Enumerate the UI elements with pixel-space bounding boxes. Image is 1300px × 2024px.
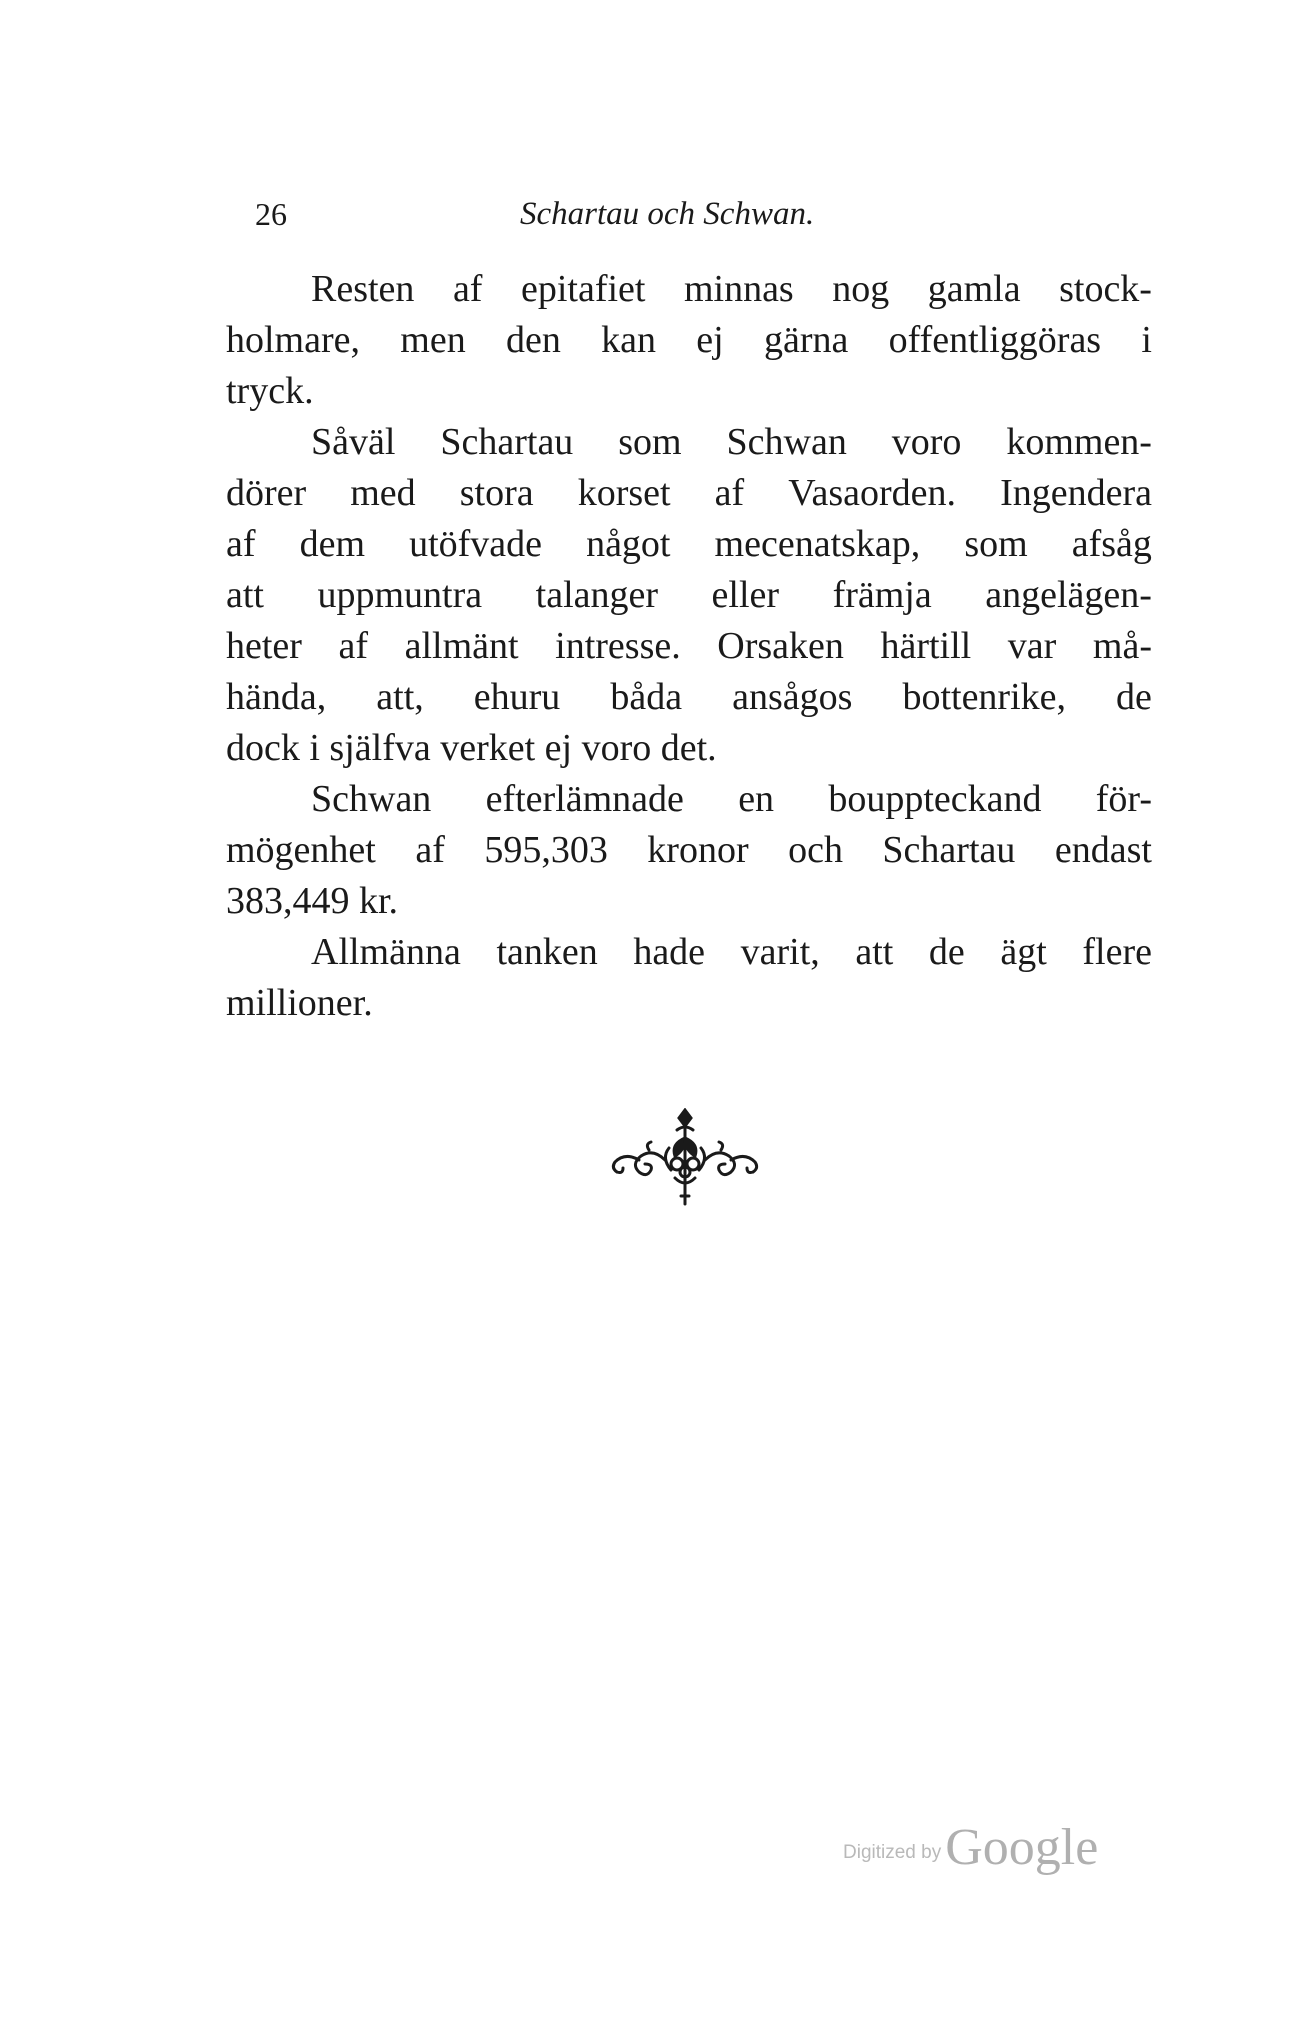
word: den bbox=[505, 319, 561, 361]
word: må- bbox=[1092, 625, 1152, 667]
text-line bbox=[226, 621, 1152, 672]
word: Ingendera bbox=[1000, 472, 1152, 514]
word: de bbox=[1116, 676, 1152, 718]
word: mecenatskap, bbox=[714, 523, 921, 565]
text-line: 383,449 kr. bbox=[226, 880, 399, 922]
word: härtill bbox=[880, 625, 972, 667]
word: för- bbox=[1095, 778, 1152, 820]
text-line: millioner. bbox=[226, 982, 373, 1024]
word: båda bbox=[610, 676, 683, 718]
word: korset bbox=[577, 472, 671, 514]
word: epitafiet bbox=[520, 268, 646, 310]
word: 595,303 bbox=[484, 829, 608, 871]
word: angelägen- bbox=[985, 574, 1152, 616]
word: kan bbox=[601, 319, 656, 361]
word: kronor bbox=[647, 829, 749, 871]
word: eller bbox=[711, 574, 780, 616]
word: af bbox=[452, 268, 483, 310]
word: minnas bbox=[683, 268, 794, 310]
word: af bbox=[415, 829, 445, 871]
word: stock- bbox=[1059, 268, 1152, 310]
word: de bbox=[928, 931, 965, 973]
word: mögenhet bbox=[226, 829, 376, 871]
text-line bbox=[226, 315, 1152, 366]
word: hända, bbox=[226, 676, 327, 718]
word: afsåg bbox=[1071, 523, 1152, 565]
word: utöfvade bbox=[409, 523, 543, 565]
word: som bbox=[618, 421, 682, 463]
word: varit, bbox=[740, 931, 820, 973]
page-number: 26 bbox=[255, 196, 287, 232]
word: bouppteckand bbox=[828, 778, 1042, 820]
word: allmänt bbox=[404, 625, 519, 667]
word: endast bbox=[1054, 829, 1152, 871]
text-line bbox=[226, 672, 1152, 723]
running-title: Schartau och Schwan. bbox=[520, 196, 815, 232]
word: af bbox=[226, 523, 256, 565]
word: Schwan bbox=[726, 421, 847, 463]
word: en bbox=[738, 778, 775, 820]
word: talanger bbox=[535, 574, 659, 616]
body-text bbox=[226, 264, 1152, 1029]
word: af bbox=[714, 472, 745, 514]
text-line bbox=[226, 570, 1152, 621]
word: kommen- bbox=[1006, 421, 1152, 463]
word: offentliggöras bbox=[888, 319, 1102, 361]
digitized-by-google-watermark bbox=[843, 1818, 1098, 1877]
word: Allmänna bbox=[311, 931, 461, 973]
word: efterlämnade bbox=[485, 778, 684, 820]
text-line bbox=[226, 417, 1152, 468]
word: uppmuntra bbox=[317, 574, 483, 616]
word: ehuru bbox=[473, 676, 561, 718]
text-line bbox=[226, 774, 1152, 825]
word: ej bbox=[696, 319, 724, 361]
word: intresse. bbox=[555, 625, 681, 667]
watermark-small-text: Digitized by bbox=[843, 1842, 942, 1863]
word: dörer bbox=[226, 472, 307, 514]
text-line bbox=[226, 927, 1152, 978]
word: ansågos bbox=[732, 676, 853, 718]
word: främja bbox=[832, 574, 932, 616]
word: men bbox=[400, 319, 466, 361]
word: som bbox=[964, 523, 1028, 565]
word: Schartau bbox=[440, 421, 574, 463]
word: stora bbox=[459, 472, 534, 514]
word: nog bbox=[832, 268, 890, 310]
word: Vasaorden. bbox=[788, 472, 956, 514]
word: flere bbox=[1082, 931, 1152, 973]
word: af bbox=[338, 625, 369, 667]
word: gärna bbox=[763, 319, 849, 361]
word: med bbox=[350, 472, 416, 514]
text-line bbox=[226, 825, 1152, 876]
word: dem bbox=[299, 523, 366, 565]
word: Såväl bbox=[311, 421, 396, 463]
text-line bbox=[226, 264, 1152, 315]
word: tanken bbox=[496, 931, 598, 973]
word: heter bbox=[226, 625, 302, 667]
word: Schartau bbox=[882, 829, 1016, 871]
word: bottenrike, bbox=[902, 676, 1067, 718]
word: i bbox=[1141, 319, 1152, 361]
text-line: tryck. bbox=[226, 370, 314, 412]
word: Schwan bbox=[311, 778, 432, 820]
word: ägt bbox=[1000, 931, 1047, 973]
word: voro bbox=[891, 421, 962, 463]
word: att bbox=[226, 574, 264, 616]
word: Orsaken bbox=[717, 625, 844, 667]
page-header bbox=[255, 192, 1145, 236]
watermark-google-text: Google bbox=[945, 1819, 1099, 1876]
text-line bbox=[226, 468, 1152, 519]
ornamental-vignette-icon bbox=[605, 1108, 765, 1208]
word: var bbox=[1007, 625, 1057, 667]
word: hade bbox=[633, 931, 706, 973]
word: Resten bbox=[311, 268, 415, 310]
word: och bbox=[788, 829, 843, 871]
word: holmare, bbox=[226, 319, 361, 361]
word: något bbox=[586, 523, 671, 565]
word: att, bbox=[376, 676, 424, 718]
text-line bbox=[226, 519, 1152, 570]
word: gamla bbox=[927, 268, 1021, 310]
text-line: dock i själfva verket ej voro det. bbox=[226, 727, 717, 769]
word: att bbox=[855, 931, 894, 973]
